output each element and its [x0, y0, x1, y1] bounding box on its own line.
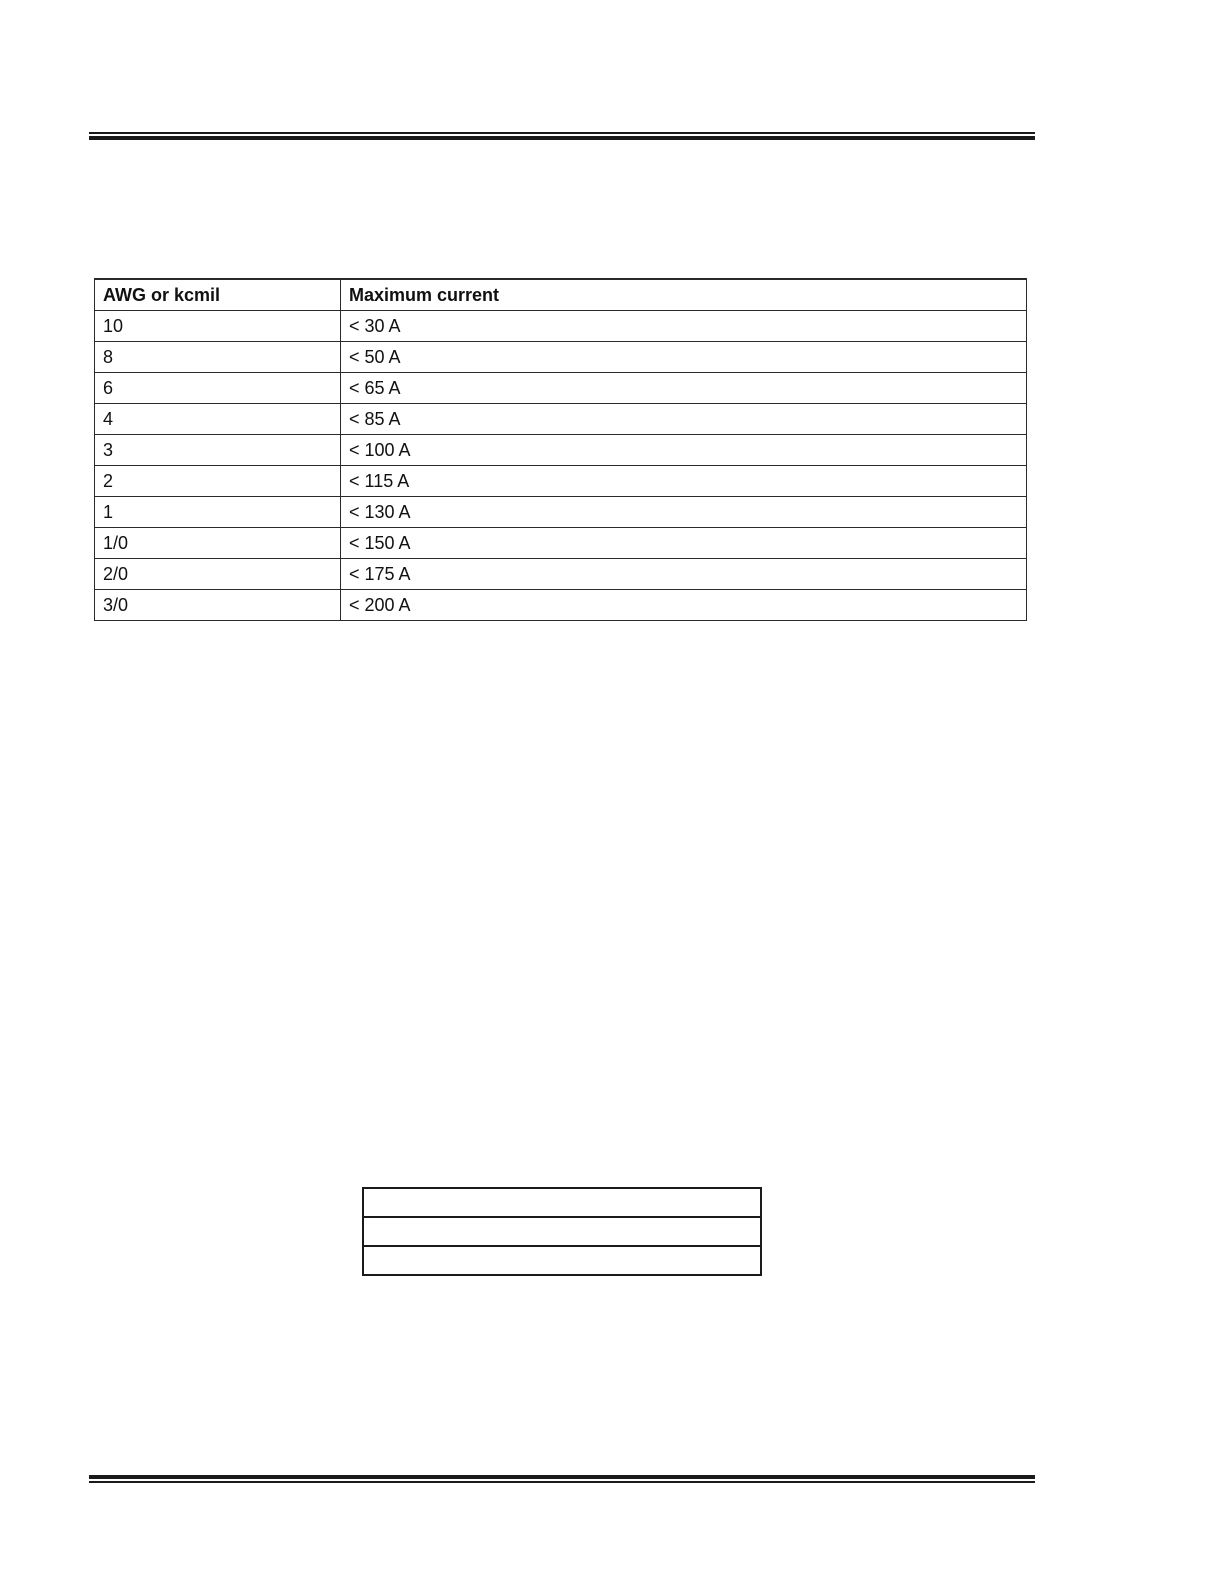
- table-row: [95, 528, 1027, 559]
- current-cell: < 130 A: [341, 497, 1027, 528]
- table-row: [95, 590, 1027, 621]
- current-cell: < 30 A: [341, 311, 1027, 342]
- awg-cell: 10: [95, 311, 341, 342]
- current-cell: < 65 A: [341, 373, 1027, 404]
- footer-rule: [89, 1475, 1035, 1483]
- blank-table: [362, 1187, 762, 1276]
- table-row: [95, 435, 1027, 466]
- table-row: [95, 373, 1027, 404]
- table-row: [95, 497, 1027, 528]
- column-header-max-current: Maximum current: [341, 279, 1027, 311]
- awg-cell: 1/0: [95, 528, 341, 559]
- wire-gauge-current-table: [94, 278, 1027, 621]
- awg-cell: 4: [95, 404, 341, 435]
- awg-cell: 2: [95, 466, 341, 497]
- current-cell: < 85 A: [341, 404, 1027, 435]
- table-row: [95, 311, 1027, 342]
- header-rule: [89, 132, 1035, 140]
- blank-table-row: [363, 1246, 761, 1275]
- awg-cell: 3: [95, 435, 341, 466]
- table-row: [95, 404, 1027, 435]
- awg-cell: 8: [95, 342, 341, 373]
- blank-cell: [363, 1188, 761, 1217]
- current-cell: < 50 A: [341, 342, 1027, 373]
- blank-cell: [363, 1217, 761, 1246]
- blank-cell: [363, 1246, 761, 1275]
- awg-cell: 2/0: [95, 559, 341, 590]
- current-cell: < 175 A: [341, 559, 1027, 590]
- column-header-awg: AWG or kcmil: [95, 279, 341, 311]
- current-cell: < 150 A: [341, 528, 1027, 559]
- blank-table-row: [363, 1217, 761, 1246]
- current-cell: < 100 A: [341, 435, 1027, 466]
- current-cell: < 200 A: [341, 590, 1027, 621]
- awg-cell: 6: [95, 373, 341, 404]
- current-cell: < 115 A: [341, 466, 1027, 497]
- awg-cell: 1: [95, 497, 341, 528]
- awg-cell: 3/0: [95, 590, 341, 621]
- blank-table-row: [363, 1188, 761, 1217]
- table-row: [95, 466, 1027, 497]
- table-row: [95, 559, 1027, 590]
- table-row: [95, 342, 1027, 373]
- table-header-row: [95, 279, 1027, 311]
